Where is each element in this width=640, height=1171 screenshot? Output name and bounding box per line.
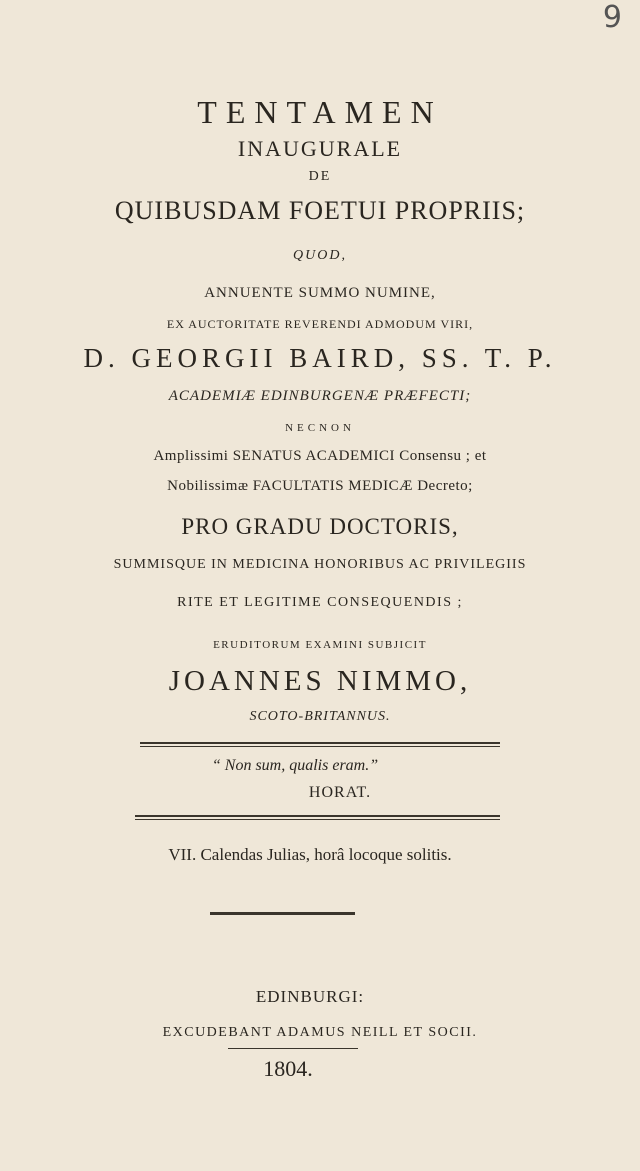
baird-name: D. GEORGII BAIRD, SS. T. P. — [83, 343, 557, 373]
annuente-line: ANNUENTE SUMMO NUMINE, — [204, 285, 436, 301]
title-inaugurale: INAUGURALE — [237, 136, 403, 161]
quod-heading: QUOD, — [293, 248, 347, 263]
imprint-printers: EXCUDEBANT ADAMUS NEILL ET SOCII. — [162, 1025, 478, 1040]
academiae-line: ACADEMIÆ EDINBURGENÆ PRÆFECTI; — [168, 388, 472, 404]
divider-rule-bottom-thin — [135, 819, 500, 820]
pro-gradu-line: PRO GRADU DOCTORIS, — [181, 514, 459, 539]
date-line: VII. Calendas Julias, horâ locoque solitis. — [168, 845, 452, 864]
divider-rule-top-thin — [140, 746, 500, 747]
divider-rule-top — [140, 742, 500, 744]
senatus-line: Amplissimi SENATUS ACADEMICI Consensu ; et — [153, 448, 487, 464]
nationality-line: SCOTO-BRITANNUS. — [249, 709, 391, 724]
summisque-line: SUMMISQUE IN MEDICINA HONORIBUS AC PRIVILEGIIS — [113, 557, 527, 572]
rite-line: RITE ET LEGITIME CONSEQUENDIS ; — [177, 595, 463, 610]
divider-rule-bottom — [135, 815, 500, 817]
imprint-rule — [228, 1048, 358, 1049]
necnon-line: NECNON — [285, 422, 355, 434]
epigraph-author: HORAT. — [308, 784, 372, 801]
epigraph-quote: “ Non sum, qualis eram.” — [211, 757, 379, 774]
ex-auctoritate-line: EX AUCTORITATE REVERENDI ADMODUM VIRI, — [166, 317, 474, 331]
author-name: JOANNES NIMMO, — [168, 665, 472, 697]
imprint-year: 1804. — [263, 1056, 313, 1081]
facultatis-line: Nobilissimæ FACULTATIS MEDICÆ Decreto; — [167, 478, 473, 494]
page-number: 9 — [602, 0, 622, 35]
title-subject: QUIBUSDAM FOETUI PROPRIIS; — [114, 196, 526, 225]
title-de: DE — [308, 169, 332, 184]
eruditorum-line: ERUDITORUM EXAMINI SUBJICIT — [213, 639, 427, 651]
title-tentamen: TENTAMEN — [197, 94, 443, 130]
imprint-city: EDINBURGI: — [255, 987, 365, 1006]
ornament-rule — [210, 912, 355, 915]
